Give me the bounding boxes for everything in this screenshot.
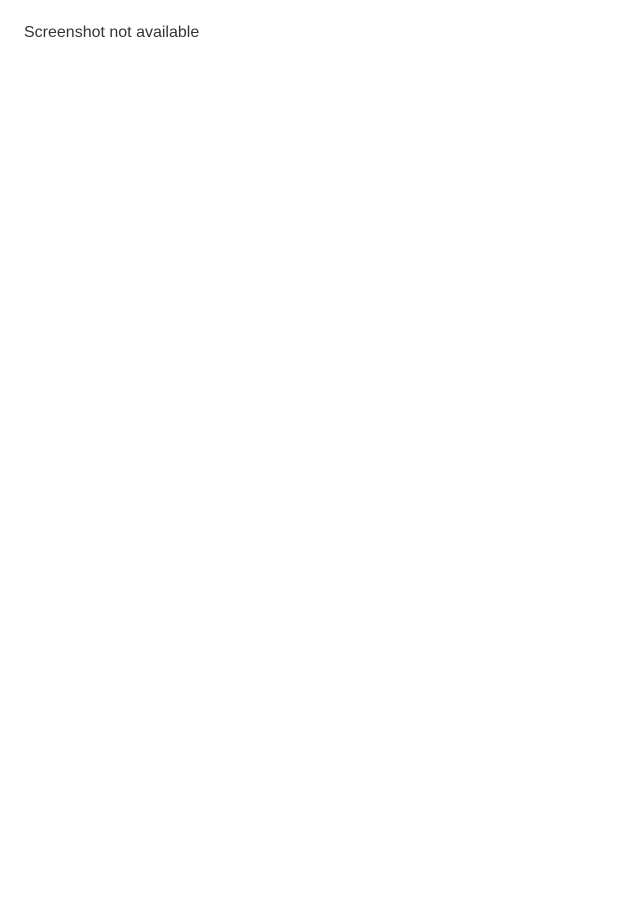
- placeholder-message: Screenshot not available: [24, 24, 200, 41]
